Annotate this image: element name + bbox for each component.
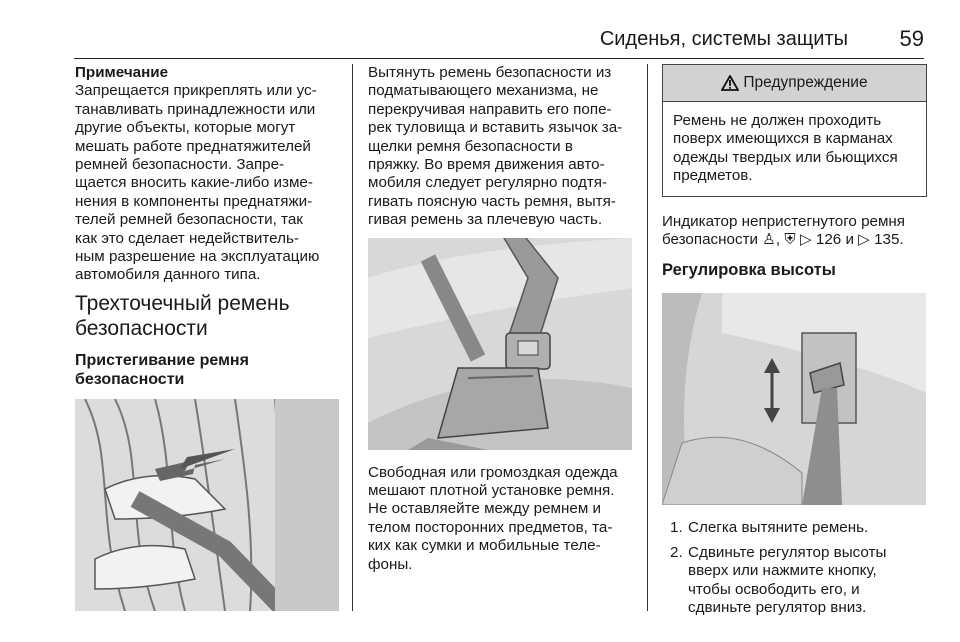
column-right	[662, 64, 927, 623]
seatbelt-indicator-icon: ⛨	[784, 231, 796, 249]
page-reference-arrow-icon: ▷	[799, 231, 812, 249]
page-reference-arrow-icon: ▷	[858, 231, 870, 249]
subsection-heading: Пристегивание ремня безопасности	[75, 351, 249, 388]
column-left	[75, 64, 345, 611]
illustration-buckling-belt	[75, 399, 339, 611]
column-divider-2	[647, 64, 648, 611]
seatbelt-warning-icon: ♙	[762, 231, 776, 249]
column-middle	[368, 64, 638, 574]
note-text: Запрещается прикреплять или ус- танавливать принадлежности или другие объекты, которые могут мешать работе преднатяжителей ремней безопасности. Запре- щается вносить какие-либо изме- нения в компоненты преднатяжи- телей ремней безопасности, так как это сделает недействитель- ным разрешение на эксплуатацию автомобиля данного типа.	[75, 82, 320, 284]
warning-title: Предупреждение	[743, 74, 868, 91]
height-adjustment-steps	[662, 519, 927, 617]
warning-box	[662, 64, 927, 197]
header-rule	[74, 58, 924, 59]
warning-triangle-icon	[721, 75, 739, 91]
page-reference-link[interactable]: 135.	[874, 231, 904, 249]
clothing-note-text: Свободная или громоздкая одежда мешают плотной установке ремня. Не оставляейте между ремнем и телом посторонних предметов, та- ких как сумки и мобильные теле- фоны.	[368, 463, 618, 573]
instruction-text: Вытянуть ремень безопасности из подматывающего механизма, не перекручивая направить его попе- рек туловища и вставить язычок за- щелки ремня безопасности в пряжку. Во время движения авто- мобиля следует регулярно подтя- гивать поясную часть ремня, вытя- гивая ремень за плечевую часть.	[368, 64, 623, 229]
page-number: 59	[899, 26, 924, 51]
section-heading: Трехточечный ремень безопасности	[75, 291, 290, 340]
warning-text: Ремень не должен проходить поверх имеющихся в карманах одежды твердых или бьющихся предметов.	[673, 112, 898, 185]
illustration-height-adjuster	[662, 293, 926, 505]
page-header	[0, 26, 960, 56]
list-item: 1. Слегка вытяните ремень.	[670, 519, 869, 537]
column-divider-1	[352, 64, 353, 611]
illustration-buckle	[368, 238, 632, 450]
note-title: Примечание	[75, 64, 169, 81]
height-adjustment-heading: Регулировка высоты	[662, 261, 836, 280]
page-reference-link[interactable]: 126	[815, 231, 842, 249]
section-title: Сиденья, системы защиты	[599, 28, 848, 50]
list-item: 2. Сдвиньте регулятор высоты вверх или нажмите кнопку, чтобы освободить его, и сдвиньте регулятор вниз.	[670, 543, 887, 617]
indicator-text: Индикатор непристегнутого ремня безопасности ♙, ⛨ ▷ 126 и ▷ 135.	[662, 212, 906, 249]
warning-header	[663, 65, 926, 102]
